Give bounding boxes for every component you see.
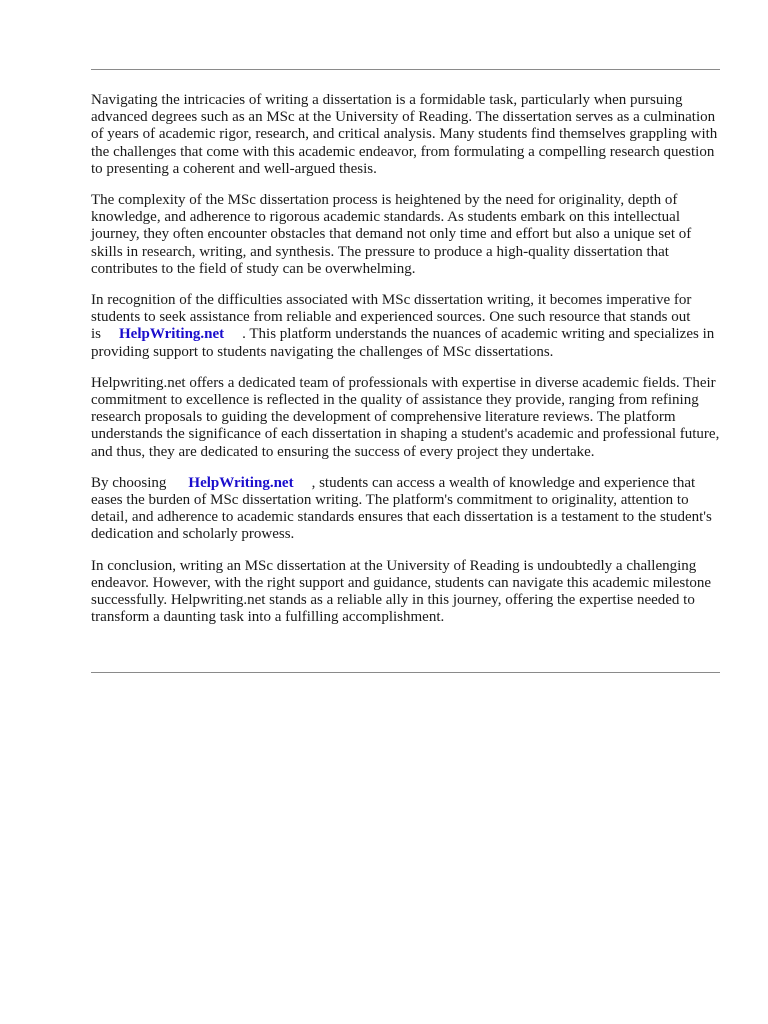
helpwriting-link[interactable]: HelpWriting.net <box>119 326 225 343</box>
paragraph-intro: Navigating the intricacies of writing a dissertation is a formidable task, particularly when pursuing advanced degrees such as an MSc at the University of Reading. The dissertation serves as a culmination of years of academic rigor, research, and critical analysis. Many students find themselves grappling with the challenges that come with this academic endeavor, from formulating a compelling research question to presenting a coherent and well-argued thesis. <box>91 92 718 177</box>
paragraph-text: By choosing <box>91 474 167 491</box>
paragraph-complexity: The complexity of the MSc dissertation process is heightened by the need for originality, depth of knowledge, and adherence to rigorous academic standards. As students embark on this intellectual journey, they often encounter obstacles that demand not only time and effort but also a unique set of skills in research, writing, and synthesis. The pressure to produce a high-quality dissertation that contributes to the field of study can be overwhelming. <box>91 192 692 277</box>
top-divider <box>91 69 720 70</box>
helpwriting-link[interactable]: HelpWriting.net <box>188 474 294 491</box>
paragraph-conclusion: In conclusion, writing an MSc dissertation at the University of Reading is undoubtedly a challenging endeavor. However, with the right support and guidance, students can navigate this academic milestone successfully. Helpwriting.net stands as a reliable ally in this journey, offering the expertise needed to transform a daunting task into a fulfilling accomplishment. <box>91 557 712 626</box>
paragraph-choosing <box>91 475 723 544</box>
paragraph-text: . This platform understands the nuances of academic writing and specializes in providing support to students navigating the challenges of MSc dissertations. <box>91 326 715 360</box>
bottom-divider <box>91 672 720 673</box>
paragraph-recognition <box>91 292 723 361</box>
paragraph-text: , students can access a wealth of knowledge and experience that eases the burden of MSc dissertation writing. The platform's commitment to originality, attention to detail, and adherence to academic standards ensures that each dissertation is a testament to the student's dedication and scholarly prowess. <box>91 474 712 543</box>
paragraph-team: Helpwriting.net offers a dedicated team of professionals with expertise in diverse academic fields. Their commitment to excellence is reflected in the quality of assistance they provide, ranging from refining research proposals to guiding the development of comprehensive literature reviews. The platform understands the significance of each dissertation in shaping a student's academic and professional future, and thus, they are dedicated to ensuring the success of every project they undertake. <box>91 374 720 460</box>
document-body <box>91 92 723 640</box>
paragraph-text: In recognition of the difficulties associated with MSc dissertation writing, it becomes imperative for students to seek assistance from reliable and experienced sources. One such resource that stands out is <box>91 292 692 343</box>
